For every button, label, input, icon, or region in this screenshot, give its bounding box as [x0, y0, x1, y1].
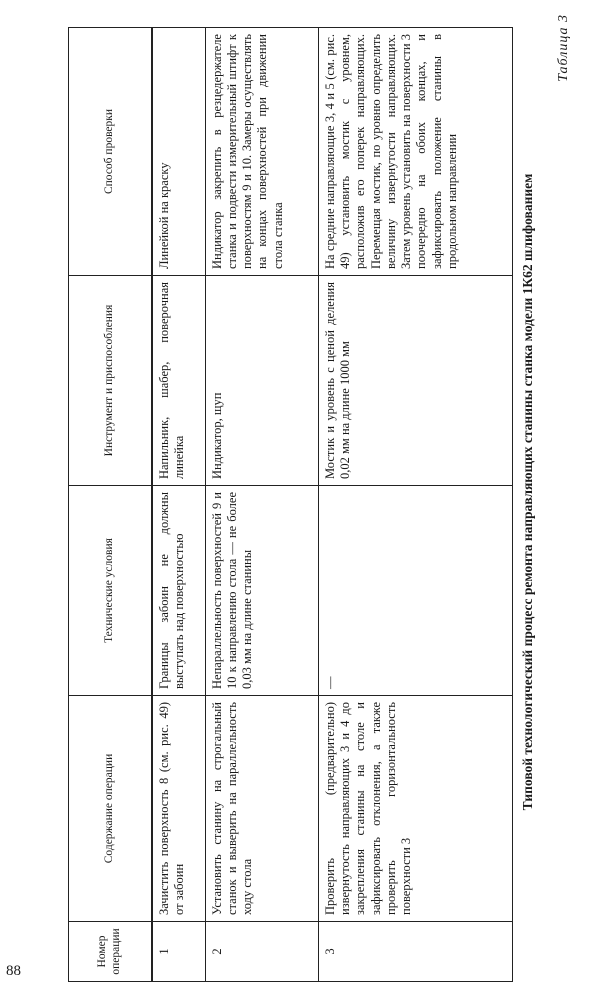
technical-conditions: Границы забоин не должны выступать над поверхностью	[152, 486, 205, 696]
table-row	[152, 28, 205, 982]
check-method: Линейкой на краску	[152, 28, 205, 276]
tools: Мостик и уровень с ценой деления 0,02 мм на длине 1000 мм	[318, 276, 512, 486]
operation-content: Проверить (предварительно) извернутость направляющих 3 и 4 до закрепления станины на столе и зафиксировать отклонения, а также проверить горизонтальность поверхности 3	[318, 696, 512, 922]
operation-number: 2	[205, 922, 318, 982]
header-technical-conditions: Технические условия	[69, 486, 153, 696]
tools: Индикатор, щуп	[205, 276, 318, 486]
table-row	[205, 28, 318, 982]
table-row	[318, 28, 512, 982]
technical-conditions: —	[318, 486, 512, 696]
check-method: Индикатор закрепить в резцедержателе станка и подвести измерительный штифт к поверхностям 9 и 10. Замеры осуществлять на концах поверхностей при движении стола станка	[205, 28, 318, 276]
tools: Напильник, шабер, поверочная линейка	[152, 276, 205, 486]
header-check-method: Способ проверки	[69, 28, 153, 276]
page-number: 88	[6, 963, 21, 979]
table-title: Типовой технологический процесс ремонта направляющих станины станка модели 1К62 шлифованием	[520, 173, 535, 811]
process-table	[68, 27, 513, 982]
header-operation-number: Номер операции	[69, 922, 153, 982]
operation-number: 1	[152, 922, 205, 982]
header-tools: Инструмент и приспособления	[69, 276, 153, 486]
operation-number: 3	[318, 922, 512, 982]
table-header-row	[69, 28, 153, 982]
technical-conditions: Непараллельность поверхностей 9 и 10 к направлению стола — не более 0,03 мм на длине станины	[205, 486, 318, 696]
header-operation-content: Содержание операции	[69, 696, 153, 922]
operation-content: Зачистить поверхность 8 (см. рис. 49) от забоин	[152, 696, 205, 922]
check-method: На средние направляющие 3, 4 и 5 (см. рис. 49) установить мостик с уровнем, расположив его поперек направляющих. Перемещая мостик, по уровню определить величину извернутости направляющих. Затем уровень установить на поверхности 3 поочередно на обоих концах, и зафиксировать положение станины в продольном направлении	[318, 28, 512, 276]
operation-content: Установить станину на строгальный станок и выверить на параллельность ходу стола	[205, 696, 318, 922]
table-label: Таблица 3	[556, 14, 571, 82]
